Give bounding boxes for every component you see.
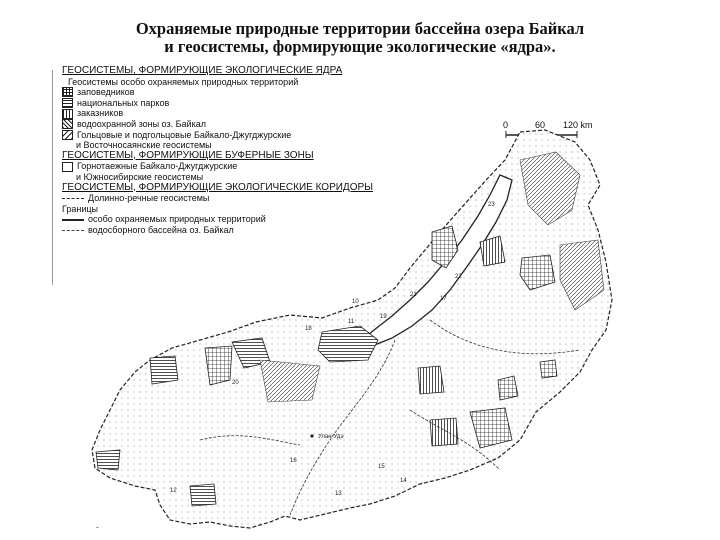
goltsy-area (260, 360, 320, 402)
city-marker (310, 434, 313, 437)
map-label: 17 (440, 296, 447, 302)
legend-section-buffer: ГЕОСИСТЕМЫ, ФОРМИРУЮЩИЕ БУФЕРНЫЕ ЗОНЫ (62, 149, 314, 161)
legend-label: заповедников (77, 87, 135, 98)
map-label: 18 (305, 326, 312, 332)
map-label: 12 (170, 488, 177, 494)
legend-label: Долинно-речные геосистемы (88, 193, 210, 204)
map-label: 19 (380, 314, 387, 320)
park-area (190, 484, 216, 506)
city-label: Улан-Удэ (318, 434, 344, 440)
legend-label: особо охраняемых природных территорий (88, 214, 266, 225)
legend-label: заказников (77, 108, 124, 119)
map-label: 22 (455, 274, 462, 280)
map-label: 21 (410, 292, 417, 298)
map-label: 10 (352, 299, 359, 305)
title-line-2: и геосистемы, формирующие экологические «ядра». (164, 37, 556, 56)
zakaznik-area (430, 418, 458, 446)
map-label: 16 (290, 458, 297, 464)
legend-label: национальных парков (77, 97, 170, 108)
corner-mark: - (96, 522, 99, 532)
legend-label: Горнотаежные Байкало-Джугджурские (77, 161, 238, 172)
map-label: 23 (488, 202, 495, 208)
zakaznik-area (480, 236, 505, 266)
map-label: 11 (348, 319, 355, 325)
legend-protected-group: Геосистемы особо охраняемых природных территорий (68, 76, 299, 87)
zapovednik-area (205, 346, 232, 385)
map-label: 20 (232, 380, 239, 386)
zakaznik-area (418, 366, 444, 394)
park-area (96, 450, 120, 470)
park-area (150, 356, 178, 384)
legend-goltsy-line-2: и Восточносаянские геосистемы (76, 140, 212, 151)
scale-label-60: 60 (535, 120, 546, 130)
scale-label-120: 120 km (563, 120, 593, 130)
zapovednik-area (540, 360, 557, 378)
legend-taiga-line-2: и Южносибирские геосистемы (76, 171, 204, 182)
map-label: 14 (400, 478, 407, 484)
scale-label-0: 0 (503, 120, 509, 130)
title-line-1: Охраняемые природные территории бассейна озера Байкал (135, 19, 585, 38)
legend-borders-heading: Границы (62, 203, 98, 214)
zapovednik-area (498, 376, 518, 400)
legend-section-corridors: ГЕОСИСТЕМЫ, ФОРМИРУЮЩИЕ ЭКОЛОГИЧЕСКИЕ КОРИДОРЫ (62, 181, 374, 193)
legend-label: водоохранной зоны оз. Байкал (77, 118, 206, 129)
legend-label: водосборного бассейна оз. Байкал (88, 224, 234, 235)
legend-label: Гольцовые и подгольцовые Байкало-Джугджурские (77, 129, 292, 140)
legend-section-core: ГЕОСИСТЕМЫ, ФОРМИРУЮЩИЕ ЭКОЛОГИЧЕСКИЕ ЯДРА (62, 65, 343, 76)
map-label: 13 (335, 491, 342, 497)
map-label: 15 (378, 464, 385, 470)
